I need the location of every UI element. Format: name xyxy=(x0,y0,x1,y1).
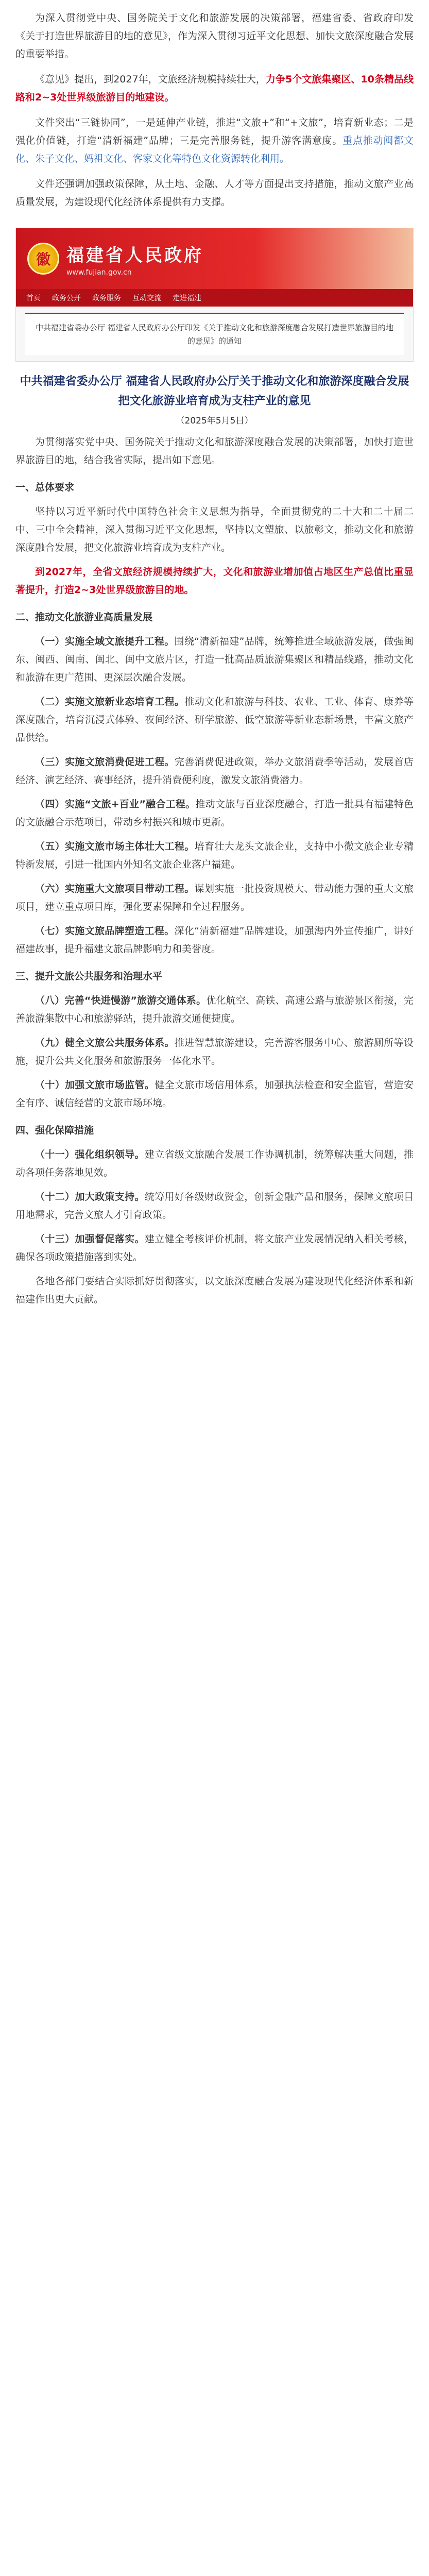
item-6-text: 谋划实施一批投资规模大、带动能力强的重大文旅项目，建立重点项目库，强化要素保障和全过程服务。 xyxy=(15,883,414,912)
section-1-paragraph: 坚持以习近平新时代中国特色社会主义思想为指导，全面贯彻党的二十大和二十届二中、三中全会精神，深入贯彻习近平文化思想，坚持以文塑旅、以旅彰文，推动文化和旅游深度融合发展，把文化旅游业培育成为支柱产业。 xyxy=(15,506,414,553)
intro-p3-highlight: 重点推动闽都文化、朱子文化、妈祖文化、客家文化等特色文化资源转化利用。 xyxy=(15,135,414,164)
gov-nav-item-open[interactable]: 政务公开 xyxy=(52,294,81,302)
gov-nav-item-about[interactable]: 走进福建 xyxy=(173,294,201,302)
item-11-head: （十一）强化组织领导。 xyxy=(35,1149,145,1160)
embedded-screenshot xyxy=(15,228,414,362)
item-3-text: 完善消费促进政策，举办文旅消费季等活动，发展首店经济、演艺经济、赛事经济，提升消费便利度，激发文旅消费潜力。 xyxy=(15,756,414,786)
item-12-text: 统筹用好各级财政资金，创新金融产品和服务，保障文旅项目用地需求，完善文旅人才引育政策。 xyxy=(15,1191,414,1221)
intro-p2-lead: 《意见》提出，到2027年，文旅经济规模持续壮大， xyxy=(35,74,266,85)
item-8-head: （八）完善“快进慢游”旅游交通体系。 xyxy=(35,995,207,1006)
item-3-head: （三）实施文旅消费促进工程。 xyxy=(35,756,175,768)
item-12-head: （十二）加大政策支持。 xyxy=(35,1191,145,1202)
item-6-head: （六）实施重大文旅项目带动工程。 xyxy=(35,883,195,894)
item-9-head: （九）健全文旅公共服务体系。 xyxy=(35,1037,175,1048)
section-1-target xyxy=(15,563,414,599)
item-3 xyxy=(15,753,414,789)
item-1 xyxy=(15,633,414,687)
intro-paragraph-2 xyxy=(15,71,414,107)
item-1-text: 围绕“清新福建”品牌，统筹推进全域旅游发展，做强闽东、闽西、闽南、闽北、闽中文旅片区，打造一批高品质旅游集聚区和精品线路，推动文化和旅游在更广范围、更深层次融合发展。 xyxy=(15,636,414,683)
section-heading-1: 一、总体要求 xyxy=(15,482,75,493)
gov-nav-item-home[interactable]: 首页 xyxy=(26,294,41,302)
item-11 xyxy=(15,1146,414,1182)
intro-p2-highlight: 力争5个文旅集聚区、10条精品线路和2~3处世界级旅游目的地建设。 xyxy=(15,74,414,103)
item-11-text: 建立省级文旅融合发展工作协调机制，统筹解决重大问题，推动各项任务落地见效。 xyxy=(15,1149,414,1178)
item-7 xyxy=(15,922,414,958)
item-4-text: 推动文旅与百业深度融合，打造一批具有福建特色的文旅融合示范项目，带动乡村振兴和城市更新。 xyxy=(15,799,414,828)
item-5-head: （五）实施文旅市场主体壮大工程。 xyxy=(35,841,195,852)
item-9-text: 推进智慧旅游建设，完善游客服务中心、旅游厕所等设施，提升公共文化服务和旅游服务一体化水平。 xyxy=(15,1037,414,1066)
intro-paragraph-3 xyxy=(15,114,414,168)
gov-title-wrap xyxy=(66,241,203,277)
gov-site-url: www.fujian.gov.cn xyxy=(66,268,132,277)
item-5-text: 培育壮大龙头文旅企业，支持中小微文旅企业专精特新发展，引进一批国内外知名文旅企业落户福建。 xyxy=(15,841,414,870)
section-heading-2: 二、推动文化旅游业高质量发展 xyxy=(15,612,153,623)
gov-nav-bar xyxy=(16,289,413,307)
section-heading-3: 三、提升文旅公共服务和治理水平 xyxy=(15,971,163,982)
gov-nav-item-service[interactable]: 政务服务 xyxy=(92,294,121,302)
item-2-text: 推动文化和旅游与科技、农业、工业、体育、康养等深度融合，培育沉浸式体验、夜间经济、研学旅游、低空旅游等新业态新场景，丰富文旅产品供给。 xyxy=(15,696,414,743)
item-4-head: （四）实施“文旅+百业”融合工程。 xyxy=(35,799,196,810)
closing-paragraph: 各地各部门要结合实际抓好贯彻落实，以文旅深度融合发展为建设现代化经济体系和新福建作出更大贡献。 xyxy=(15,1276,414,1305)
item-9 xyxy=(15,1034,414,1070)
item-10-head: （十）加强文旅市场监管。 xyxy=(35,1079,155,1091)
doc-date: （2025年5月5日） xyxy=(176,416,253,426)
gov-nav-item-interact[interactable]: 互动交流 xyxy=(132,294,161,302)
doc-title-box xyxy=(15,368,414,433)
intro-section xyxy=(0,0,429,223)
section-1-target-text: 到2027年，全省文旅经济规模持续扩大，文化和旅游业增加值占地区生产总值比重显著提升，打造2~3处世界级旅游目的地。 xyxy=(15,566,414,596)
intro-paragraph-4: 文件还强调加强政策保障，从土地、金融、人才等方面提出支持措施，推动文旅产业高质量发展，为建设现代化经济体系提供有力支撑。 xyxy=(15,178,414,208)
intro-paragraph-1: 为深入贯彻党中央、国务院关于文化和旅游发展的决策部署，福建省委、省政府印发《关于打造世界旅游目的地的意见》，作为深入贯彻习近平文化思想、加快文旅深度融合发展的重要举措。 xyxy=(15,12,414,60)
item-8-text: 优化航空、高铁、高速公路与旅游景区衔接，完善旅游集散中心和旅游驿站，提升旅游交通便捷度。 xyxy=(15,995,414,1024)
national-emblem-icon: 徽 xyxy=(27,243,59,275)
item-4 xyxy=(15,795,414,832)
item-8 xyxy=(15,992,414,1028)
intro-p3-lead: 文件突出“三链协同”，一是延伸产业链，推进“文旅+”和“+文旅”，培育新业态；二是强化价值链，打造“清新福建”品牌；三是完善服务链，提升游客满意度。 xyxy=(15,117,414,146)
item-2-head: （二）实施文旅新业态培育工程。 xyxy=(35,696,185,707)
doc-lead: 为贯彻落实党中央、国务院关于推动文化和旅游深度融合发展的决策部署，加快打造世界旅游目的地，结合我省实际，提出如下意见。 xyxy=(15,436,414,466)
item-7-text: 深化“清新福建”品牌建设，加强海内外宣传推广，讲好福建故事，提升福建文旅品牌影响力和美誉度。 xyxy=(15,925,414,955)
section-heading-4: 四、强化保障措施 xyxy=(15,1125,94,1136)
item-10 xyxy=(15,1076,414,1112)
item-1-head: （一）实施全域文旅提升工程。 xyxy=(35,636,175,647)
item-13-text: 建立健全考核评价机制，将文旅产业发展情况纳入相关考核，确保各项政策措施落到实处。 xyxy=(15,1233,414,1263)
item-6 xyxy=(15,880,414,916)
item-2 xyxy=(15,693,414,747)
gov-doc-banner: 中共福建省委办公厅 福建省人民政府办公厅印发《关于推动文化和旅游深度融合发展打造世界旅游目的地的意见》的通知 xyxy=(25,313,404,355)
item-10-text: 健全文旅市场信用体系，加强执法检查和安全监管，营造安全有序、诚信经营的文旅市场环境。 xyxy=(15,1079,414,1109)
item-7-head: （七）实施文旅品牌塑造工程。 xyxy=(35,925,175,937)
doc-body xyxy=(0,433,429,1309)
gov-site-title: 福建省人民政府 xyxy=(66,245,203,266)
item-13-head: （十三）加强督促落实。 xyxy=(35,1233,145,1245)
item-12 xyxy=(15,1188,414,1224)
gov-site-header xyxy=(16,228,413,289)
doc-title: 中共福建省委办公厅 福建省人民政府办公厅关于推动文化和旅游深度融合发展 把文化旅游业培育成为支柱产业的意见 xyxy=(20,375,409,408)
item-13 xyxy=(15,1230,414,1266)
item-5 xyxy=(15,838,414,874)
